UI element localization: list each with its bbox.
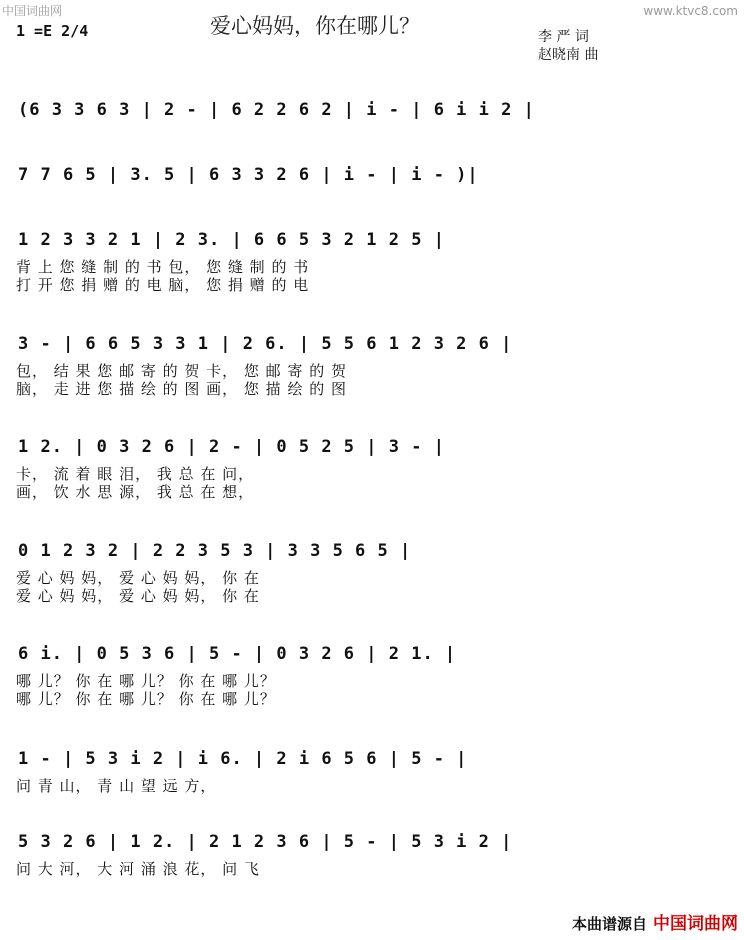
key-signature: 1 =E 2/4 [16, 22, 89, 40]
lyric-line-1: 包， 结 果 您 邮 寄 的 贺 卡， 您 邮 寄 的 贺 [16, 362, 347, 380]
score-row [0, 541, 744, 605]
score-row [0, 230, 744, 294]
notes-line: 7 7 6 5 | 3. 5 | 6 3 3 2 6 | i - | i - )| [18, 165, 479, 185]
site-link[interactable]: 中国词曲网 [653, 914, 738, 934]
lyric-line-2: 打 开 您 捐 赠 的 电 脑， 您 捐 赠 的 电 [16, 276, 310, 294]
notes-line: 3 - | 6 6 5 3 3 1 | 2 6. | 5 5 6 1 2 3 2 6 | [18, 334, 513, 354]
composer-credit: 赵晓南 曲 [538, 47, 599, 63]
lyric-line-2: 画， 饮 水 思 源， 我 总 在 想， [16, 483, 255, 501]
lyric-line-2: 哪 儿？ 你 在 哪 儿？ 你 在 哪 儿？ [16, 690, 276, 708]
score-row [0, 100, 744, 160]
notes-line: 6 i. | 0 5 3 6 | 5 - | 0 3 2 6 | 2 1. | [18, 644, 457, 664]
score-row [0, 832, 744, 892]
score-row [0, 749, 744, 809]
score-row [0, 334, 744, 398]
lyric-line-1: 哪 儿？ 你 在 哪 儿？ 你 在 哪 儿？ [16, 672, 276, 690]
notes-line: 1 2 3 3 2 1 | 2 3. | 6 6 5 3 2 1 2 5 | [18, 230, 445, 250]
notes-line: 0 1 2 3 2 | 2 2 3 5 3 | 3 3 5 6 5 | [18, 541, 412, 561]
score-row [0, 165, 744, 225]
watermark-left: 中国词曲网 [2, 4, 63, 18]
score-row [0, 644, 744, 708]
source-label: 本曲谱源自 [571, 915, 647, 933]
lyric-line-1: 问 大 河， 大 河 涌 浪 花， 问 飞 [16, 860, 260, 878]
score-row [0, 437, 744, 501]
lyric-line-1: 爱 心 妈 妈， 爱 心 妈 妈， 你 在 [16, 569, 260, 587]
source-footer [572, 909, 738, 934]
notes-line: 1 2. | 0 3 2 6 | 2 - | 0 5 2 5 | 3 - | [18, 437, 445, 457]
notes-line: (6 3 3 6 3 | 2 - | 6 2 2 6 2 | i - | 6 i i 2 | [18, 100, 535, 120]
lyric-line-1: 卡， 流 着 眼 泪， 我 总 在 问， [16, 465, 255, 483]
notes-line: 5 3 2 6 | 1 2. | 2 1 2 3 6 | 5 - | 5 3 i 2 | [18, 832, 513, 852]
lyric-line-2: 爱 心 妈 妈， 爱 心 妈 妈， 你 在 [16, 587, 260, 605]
lyricist-credit: 李 严 词 [538, 29, 589, 45]
lyric-line-2: 脑， 走 进 您 描 绘 的 图 画， 您 描 绘 的 图 [16, 380, 347, 398]
watermark-right: www.ktvc8.com [643, 4, 738, 18]
song-title: 爱心妈妈，你在哪儿？ [210, 14, 420, 38]
lyric-line-1: 背 上 您 缝 制 的 书 包， 您 缝 制 的 书 [16, 258, 310, 276]
notes-line: 1 - | 5 3 i 2 | i 6. | 2 i 6 5 6 | 5 - | [18, 749, 468, 769]
lyric-line-1: 问 青 山， 青 山 望 远 方， [16, 777, 217, 795]
